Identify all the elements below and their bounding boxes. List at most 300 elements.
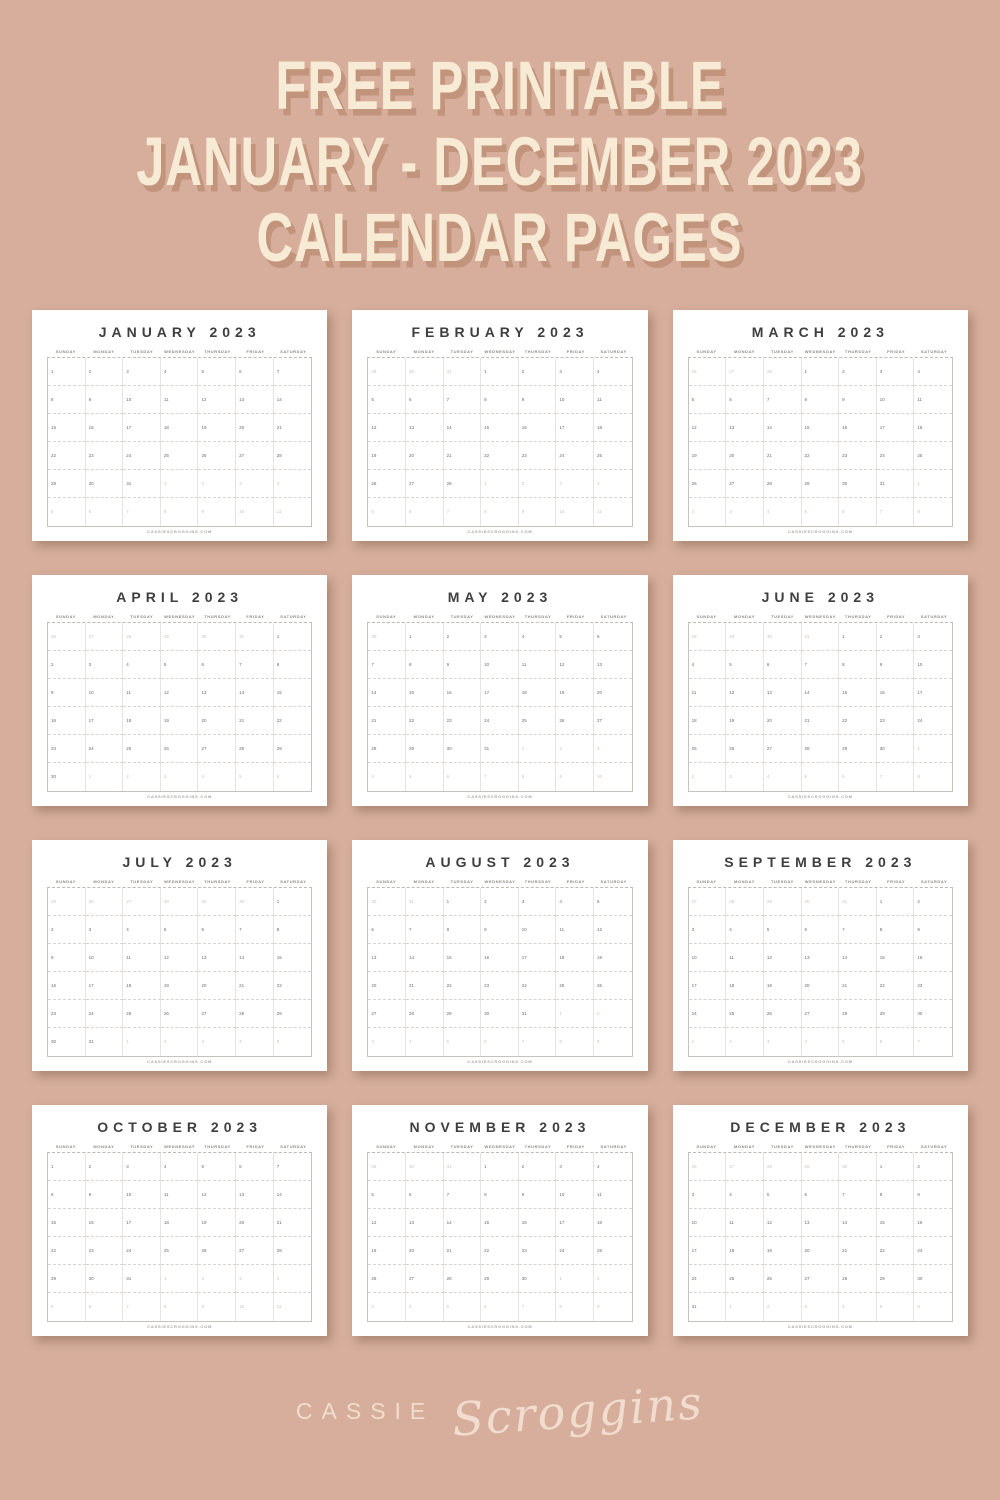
date-cell xyxy=(519,1209,557,1237)
date-number: 19 xyxy=(163,718,169,723)
date-number: 5 xyxy=(163,927,167,932)
day-of-week-label: TUESDAY xyxy=(450,879,474,884)
date-number: 7 xyxy=(521,1304,525,1309)
day-of-week-label: WEDNESDAY xyxy=(804,879,836,884)
calendar-card-july xyxy=(32,840,327,1071)
date-cell xyxy=(368,1028,406,1056)
day-of-week-label: SATURDAY xyxy=(600,879,627,884)
date-cell xyxy=(161,707,199,735)
date-cell xyxy=(481,679,519,707)
date-number: 24 xyxy=(559,1248,565,1253)
date-number: 19 xyxy=(201,1220,207,1225)
date-cell xyxy=(444,1293,482,1321)
date-number: 4 xyxy=(917,369,920,374)
date-cell xyxy=(802,1153,840,1181)
day-of-week-label: THURSDAY xyxy=(524,879,552,884)
date-cell xyxy=(556,916,594,944)
date-number: 12 xyxy=(559,662,565,667)
date-number: 24 xyxy=(126,1248,132,1253)
date-cell xyxy=(914,972,952,1000)
date-cell xyxy=(689,442,727,470)
date-number: 9 xyxy=(201,509,204,514)
date-cell xyxy=(274,944,312,972)
date-number: 16 xyxy=(879,690,885,695)
date-number: 8 xyxy=(879,927,883,932)
date-cell xyxy=(444,442,482,470)
date-cell xyxy=(444,358,482,386)
date-number: 4 xyxy=(408,1304,412,1309)
date-cell xyxy=(726,414,764,442)
date-number: 21 xyxy=(804,718,810,723)
date-number: 7 xyxy=(239,927,242,932)
day-of-week-label: THURSDAY xyxy=(844,614,872,619)
date-number: 5 xyxy=(766,927,770,932)
date-cell xyxy=(839,707,877,735)
date-number: 23 xyxy=(917,983,923,988)
date-number: 29 xyxy=(484,1276,490,1281)
date-number: 5 xyxy=(804,509,808,514)
date-cell xyxy=(726,623,764,651)
date-cell xyxy=(839,651,877,679)
date-number: 13 xyxy=(766,690,772,695)
date-number: 6 xyxy=(408,397,412,402)
date-cell xyxy=(802,1209,840,1237)
day-of-week-label: MONDAY xyxy=(734,879,756,884)
date-number: 19 xyxy=(597,955,603,960)
date-number: 31 xyxy=(408,899,414,904)
date-number: 8 xyxy=(484,397,487,402)
date-number: 30 xyxy=(371,899,377,904)
date-cell xyxy=(877,944,915,972)
date-cell xyxy=(839,1265,877,1293)
date-cell xyxy=(86,358,124,386)
date-number: 31 xyxy=(446,369,452,374)
date-cell xyxy=(914,414,952,442)
date-number: 8 xyxy=(276,662,280,667)
date-cell xyxy=(86,1293,124,1321)
date-number: 7 xyxy=(842,1192,845,1197)
date-number: 2 xyxy=(917,1164,920,1169)
date-cell xyxy=(406,707,444,735)
date-number: 5 xyxy=(879,1304,883,1309)
date-cell xyxy=(764,1153,802,1181)
date-cell xyxy=(236,1028,274,1056)
date-cell xyxy=(519,1293,557,1321)
day-of-week-header-row xyxy=(367,879,632,884)
calendar-footer-url: CASSIESCROGGINS.COM xyxy=(787,794,853,799)
date-cell xyxy=(519,1000,557,1028)
date-cell xyxy=(839,1028,877,1056)
date-number: 5 xyxy=(804,774,808,779)
date-cell xyxy=(764,707,802,735)
date-number: 16 xyxy=(88,1220,94,1225)
headline-text-3: CALENDAR PAGES xyxy=(256,199,744,277)
date-cell xyxy=(802,735,840,763)
date-cell xyxy=(406,1209,444,1237)
date-cell xyxy=(161,944,199,972)
date-cell xyxy=(161,386,199,414)
date-number: 8 xyxy=(484,1192,487,1197)
day-of-week-label: SUNDAY xyxy=(376,1144,397,1149)
date-cell xyxy=(764,679,802,707)
date-cell xyxy=(444,944,482,972)
date-cell xyxy=(914,1153,952,1181)
date-cell xyxy=(519,414,557,442)
date-cell xyxy=(726,1028,764,1056)
date-number: 24 xyxy=(879,453,885,458)
date-cell xyxy=(48,651,86,679)
date-number: 2 xyxy=(201,481,204,486)
date-number: 13 xyxy=(371,955,377,960)
date-number: 9 xyxy=(917,1192,920,1197)
date-cell xyxy=(274,1181,312,1209)
date-cell xyxy=(802,651,840,679)
date-cell xyxy=(274,623,312,651)
date-number: 1 xyxy=(917,746,920,751)
date-cell xyxy=(726,735,764,763)
date-number: 29 xyxy=(163,634,169,639)
date-number: 28 xyxy=(163,899,169,904)
date-number: 27 xyxy=(371,1011,377,1016)
date-cell xyxy=(161,1237,199,1265)
date-number: 15 xyxy=(842,690,848,695)
day-of-week-label: TUESDAY xyxy=(450,614,474,619)
date-cell xyxy=(481,498,519,526)
day-of-week-label: THURSDAY xyxy=(524,614,552,619)
date-cell xyxy=(274,1209,312,1237)
date-cell xyxy=(198,1293,236,1321)
date-number: 9 xyxy=(521,397,525,402)
date-cell xyxy=(444,1209,482,1237)
date-cell xyxy=(914,1265,952,1293)
date-cell xyxy=(726,1293,764,1321)
calendar-footer-url: CASSIESCROGGINS.COM xyxy=(467,1324,533,1329)
date-cell xyxy=(802,386,840,414)
date-cell xyxy=(764,358,802,386)
date-cell xyxy=(519,358,557,386)
date-cell xyxy=(764,1028,802,1056)
date-cell xyxy=(839,679,877,707)
date-number: 27 xyxy=(126,899,132,904)
date-cell xyxy=(726,1237,764,1265)
date-cell xyxy=(519,1153,557,1181)
date-cell xyxy=(914,1028,952,1056)
month-date-grid xyxy=(47,887,312,1057)
date-cell xyxy=(802,623,840,651)
day-of-week-label: THURSDAY xyxy=(204,349,231,354)
date-number: 18 xyxy=(521,690,527,695)
date-cell xyxy=(556,623,594,651)
date-number: 12 xyxy=(201,1192,207,1197)
date-number: 11 xyxy=(521,662,527,667)
date-cell xyxy=(481,386,519,414)
date-cell xyxy=(877,916,915,944)
date-number: 1 xyxy=(484,481,487,486)
date-number: 30 xyxy=(88,1276,94,1281)
date-cell xyxy=(123,386,161,414)
date-number: 29 xyxy=(371,1164,377,1169)
date-number: 6 xyxy=(408,1192,412,1197)
date-cell xyxy=(802,763,840,791)
day-of-week-label: MONDAY xyxy=(413,349,435,354)
date-number: 10 xyxy=(691,955,697,960)
date-cell xyxy=(161,1209,199,1237)
day-of-week-label: TUESDAY xyxy=(770,349,794,354)
date-number: 5 xyxy=(446,1039,450,1044)
day-of-week-label: SUNDAY xyxy=(696,879,717,884)
date-cell xyxy=(556,679,594,707)
date-number: 1 xyxy=(559,1011,562,1016)
date-number: 5 xyxy=(446,1304,450,1309)
date-cell xyxy=(161,972,199,1000)
date-number: 26 xyxy=(88,899,94,904)
date-number: 25 xyxy=(163,453,169,458)
date-cell xyxy=(914,470,952,498)
date-number: 30 xyxy=(842,1164,848,1169)
date-number: 7 xyxy=(239,662,242,667)
date-number: 3 xyxy=(597,746,600,751)
date-cell xyxy=(839,888,877,916)
date-number: 14 xyxy=(239,690,245,695)
date-number: 21 xyxy=(766,453,772,458)
date-number: 9 xyxy=(559,774,562,779)
date-cell xyxy=(877,651,915,679)
date-number: 18 xyxy=(126,983,132,988)
date-number: 15 xyxy=(804,425,810,430)
date-number: 30 xyxy=(408,1164,414,1169)
date-number: 14 xyxy=(446,1220,452,1225)
day-of-week-label: MONDAY xyxy=(734,1144,756,1149)
date-number: 5 xyxy=(842,1039,845,1044)
date-cell xyxy=(368,1000,406,1028)
date-cell xyxy=(236,1153,274,1181)
day-of-week-label: TUESDAY xyxy=(770,1144,794,1149)
date-number: 21 xyxy=(239,983,245,988)
date-cell xyxy=(689,1181,727,1209)
date-cell xyxy=(877,1265,915,1293)
date-number: 28 xyxy=(408,1011,414,1016)
date-number: 28 xyxy=(126,634,132,639)
date-cell xyxy=(726,916,764,944)
date-cell xyxy=(689,470,727,498)
date-number: 13 xyxy=(804,955,810,960)
headline-text-2: JANUARY - DECEMBER 2023 xyxy=(136,123,864,201)
date-number: 30 xyxy=(521,1276,527,1281)
date-cell xyxy=(123,763,161,791)
date-number: 6 xyxy=(766,662,770,667)
day-of-week-label: FRIDAY xyxy=(246,349,265,354)
date-cell xyxy=(556,944,594,972)
date-cell xyxy=(726,1181,764,1209)
calendar-footer-url: CASSIESCROGGINS.COM xyxy=(787,529,853,534)
date-number: 1 xyxy=(691,1039,695,1044)
date-cell xyxy=(86,1028,124,1056)
date-number: 26 xyxy=(51,634,57,639)
date-cell xyxy=(368,623,406,651)
date-cell xyxy=(594,972,632,1000)
signature-first-name: CASSIE xyxy=(295,1397,435,1424)
day-of-week-header-row xyxy=(688,879,953,884)
date-number: 29 xyxy=(446,1011,452,1016)
date-number: 31 xyxy=(126,481,132,486)
date-number: 3 xyxy=(559,1164,562,1169)
date-number: 15 xyxy=(408,690,414,695)
date-number: 4 xyxy=(126,927,129,932)
date-cell xyxy=(594,888,632,916)
date-cell xyxy=(914,358,952,386)
date-cell xyxy=(48,1293,86,1321)
date-cell xyxy=(86,944,124,972)
date-number: 14 xyxy=(842,1220,848,1225)
date-cell xyxy=(726,679,764,707)
date-cell xyxy=(594,1153,632,1181)
date-cell xyxy=(594,442,632,470)
date-cell xyxy=(839,623,877,651)
day-of-week-label: SATURDAY xyxy=(600,1144,627,1149)
date-cell xyxy=(48,470,86,498)
date-cell xyxy=(444,386,482,414)
date-number: 1 xyxy=(51,369,54,374)
date-cell xyxy=(236,972,274,1000)
date-cell xyxy=(123,916,161,944)
date-number: 11 xyxy=(163,397,169,402)
date-number: 2 xyxy=(597,1276,600,1281)
date-cell xyxy=(198,1153,236,1181)
date-cell xyxy=(519,916,557,944)
date-cell xyxy=(877,442,915,470)
date-cell xyxy=(86,386,124,414)
date-number: 2 xyxy=(88,1164,92,1169)
date-cell xyxy=(274,916,312,944)
date-number: 11 xyxy=(729,955,734,960)
date-number: 25 xyxy=(691,746,697,751)
date-number: 1 xyxy=(559,1276,562,1281)
day-of-week-label: THURSDAY xyxy=(844,879,872,884)
date-number: 1 xyxy=(879,1164,883,1169)
date-cell xyxy=(48,972,86,1000)
date-cell xyxy=(764,1265,802,1293)
date-cell xyxy=(48,414,86,442)
date-number: 13 xyxy=(408,425,414,430)
date-number: 24 xyxy=(691,1276,697,1281)
date-number: 30 xyxy=(88,481,94,486)
date-cell xyxy=(123,1209,161,1237)
date-number: 3 xyxy=(484,634,487,639)
day-of-week-label: TUESDAY xyxy=(130,349,154,354)
date-number: 20 xyxy=(239,1220,245,1225)
date-cell xyxy=(444,1153,482,1181)
date-cell xyxy=(556,888,594,916)
date-cell xyxy=(481,651,519,679)
calendar-footer-url: CASSIESCROGGINS.COM xyxy=(147,1324,213,1329)
date-cell xyxy=(123,470,161,498)
date-cell xyxy=(802,358,840,386)
date-cell xyxy=(914,1293,952,1321)
date-cell xyxy=(48,763,86,791)
date-cell xyxy=(594,1209,632,1237)
date-cell xyxy=(556,972,594,1000)
date-cell xyxy=(236,944,274,972)
date-cell xyxy=(86,1181,124,1209)
date-cell xyxy=(914,623,952,651)
day-of-week-label: WEDNESDAY xyxy=(804,1144,836,1149)
date-cell xyxy=(198,1209,236,1237)
month-date-grid xyxy=(47,357,312,527)
date-cell xyxy=(556,1293,594,1321)
date-number: 6 xyxy=(371,927,374,932)
date-number: 2 xyxy=(51,927,54,932)
date-number: 8 xyxy=(163,509,167,514)
date-number: 22 xyxy=(484,1248,490,1253)
date-cell xyxy=(161,1181,199,1209)
date-number: 29 xyxy=(842,746,848,751)
date-cell xyxy=(481,1000,519,1028)
date-cell xyxy=(726,972,764,1000)
date-number: 30 xyxy=(917,1276,923,1281)
date-cell xyxy=(556,414,594,442)
date-cell xyxy=(406,1265,444,1293)
date-number: 6 xyxy=(729,397,732,402)
day-of-week-header-row xyxy=(47,1144,312,1149)
date-number: 20 xyxy=(729,453,735,458)
date-cell xyxy=(161,1153,199,1181)
date-number: 12 xyxy=(201,397,207,402)
date-number: 14 xyxy=(408,955,414,960)
date-cell xyxy=(198,470,236,498)
date-number: 17 xyxy=(691,983,697,988)
date-number: 7 xyxy=(276,1164,280,1169)
date-cell xyxy=(368,386,406,414)
date-number: 27 xyxy=(729,481,735,486)
date-cell xyxy=(764,1293,802,1321)
date-number: 16 xyxy=(51,983,57,988)
month-date-grid xyxy=(367,622,632,792)
day-of-week-header-row xyxy=(367,349,632,354)
date-cell xyxy=(236,735,274,763)
day-of-week-label: FRIDAY xyxy=(566,614,585,619)
date-cell xyxy=(406,1237,444,1265)
date-cell xyxy=(368,651,406,679)
day-of-week-label: WEDNESDAY xyxy=(804,614,836,619)
date-cell xyxy=(689,707,727,735)
date-number: 3 xyxy=(766,1039,770,1044)
date-cell xyxy=(764,414,802,442)
day-of-week-label: TUESDAY xyxy=(130,879,154,884)
date-number: 7 xyxy=(766,397,770,402)
date-cell xyxy=(519,498,557,526)
date-number: 4 xyxy=(276,1276,280,1281)
month-date-grid xyxy=(367,357,632,527)
date-cell xyxy=(877,358,915,386)
date-cell xyxy=(481,1265,519,1293)
date-cell xyxy=(198,972,236,1000)
headline xyxy=(0,0,1000,276)
date-number: 1 xyxy=(917,481,920,486)
calendar-card-december xyxy=(673,1105,968,1336)
date-number: 20 xyxy=(201,718,207,723)
date-number: 6 xyxy=(201,662,204,667)
date-number: 14 xyxy=(276,1192,282,1197)
date-number: 3 xyxy=(88,927,92,932)
date-cell xyxy=(123,735,161,763)
date-number: 25 xyxy=(729,1276,735,1281)
date-number: 8 xyxy=(917,509,920,514)
date-number: 2 xyxy=(201,1276,204,1281)
date-number: 9 xyxy=(88,1192,92,1197)
date-number: 5 xyxy=(371,509,374,514)
date-number: 8 xyxy=(559,1304,562,1309)
date-number: 10 xyxy=(126,397,132,402)
